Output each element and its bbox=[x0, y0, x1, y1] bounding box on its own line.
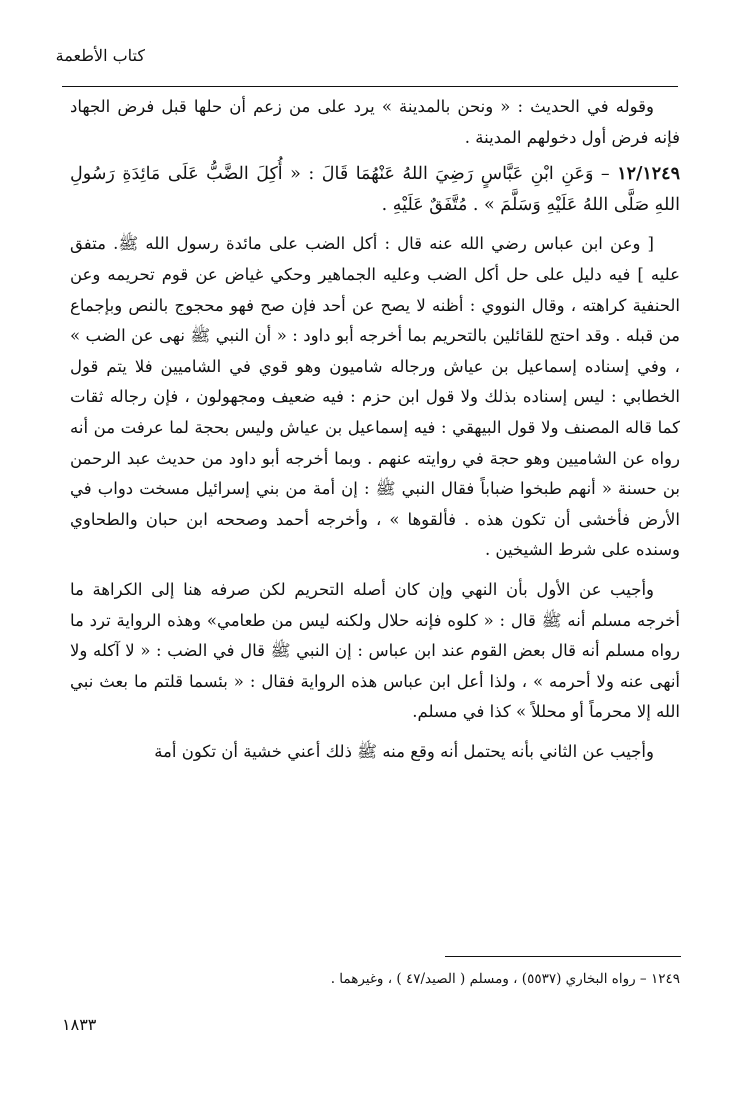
running-header: كتاب الأطعمة bbox=[55, 46, 145, 65]
footnote: ١٢٤٩ – رواه البخاري (٥٥٣٧) ، ومسلم ( الصيد/٤٧ ) ، وغيرهما . bbox=[330, 971, 680, 987]
footnote-divider bbox=[445, 956, 681, 957]
paragraph-3: وأجيب عن الأول بأن النهي وإن كان أصله التحريم لكن صرفه هنا إلى الكراهة ما أخرجه مسلم أنه ﷺ قال : « كلوه فإنه حلال ولكنه ليس من طعامي» وهذه الرواية ترد ما رواه مسلم أنه قال بعض القوم عند ابن عباس : إن النبي ﷺ قال في الضب : « لا آكله ولا أنهى عنه ولا أحرمه » ، ولذا أعل ابن عباس هذه الرواية فقال : « بئسما قلتم ما بعث نبي الله إلا محرماً أو محللاً » كذا في مسلم. bbox=[70, 579, 680, 722]
hadith-block bbox=[70, 159, 680, 220]
paragraph-1: وقوله في الحديث : « ونحن بالمدينة » يرد على من زعم أن حلها قبل فرض الجهاد فإنه فرض أول دخولهم المدينة . bbox=[70, 97, 680, 147]
paragraph-2: [ وعن ابن عباس رضي الله عنه قال : أكل الضب على مائدة رسول الله ﷺ. متفق عليه ] فيه دليل على حل أكل الضب وعليه الجماهير وحكي غياض عن قوم تحريمه وعن الحنفية كراهته ، وقال النووي : أظنه لا يصح عن أحد فإن صح فهو محجوج بالنص وبإجماع من قبله . وقد احتج للقائلين بالتحريم بما أخرجه أبو داود : « أن النبي ﷺ نهى عن الضب » ، وفي إسناده إسماعيل بن عياش ورجاله شاميون وهو قوي في الشاميين فلا يتم قول الخطابي : ليس إسناده بذلك ولا قول ابن حزم : فيه ضعيف ومجهولون ، فإن رجاله ثقات كما قاله المصنف ولا قول البيهقي : فيه إسماعيل بن عياش وليس بحجة لما عرفت من أنه رواه عن الشاميين وهو حجة في روايته عنهم . وبما أخرجه أبو داود من حديث عبد الرحمن بن حسنة « أنهم طبخوا ضباباً فقال النبي ﷺ : إن أمة من بني إسرائيل مسخت دواب في الأرض فأخشى أن تكون هذه . فألقوها » ، وأخرجه أحمد وصححه ابن حبان والطحاوي وسنده على شرط الشيخين . bbox=[70, 234, 680, 560]
paragraph-4: وأجيب عن الثاني بأنه يحتمل أنه وقع منه ﷺ ذلك أعني خشية أن تكون أمة bbox=[154, 741, 654, 761]
page-number: ١٨٣٣ bbox=[62, 1015, 97, 1034]
hadith-text: – وَعَنِ ابْنِ عَبَّاسٍ رَضِيَ اللهُ عَنْهُمَا قَالَ : « أُكِلَ الضَّبُّ عَلَى مَائِدَةِ رَسُولِ اللهِ صَلَّى اللهُ عَلَيْهِ وَسَلَّمَ » . مُتَّفَقٌ عَلَيْهِ . bbox=[70, 164, 680, 215]
main-text bbox=[70, 92, 680, 767]
hadith-number: ١٢/١٢٤٩ bbox=[617, 164, 680, 185]
header-divider bbox=[62, 86, 678, 87]
